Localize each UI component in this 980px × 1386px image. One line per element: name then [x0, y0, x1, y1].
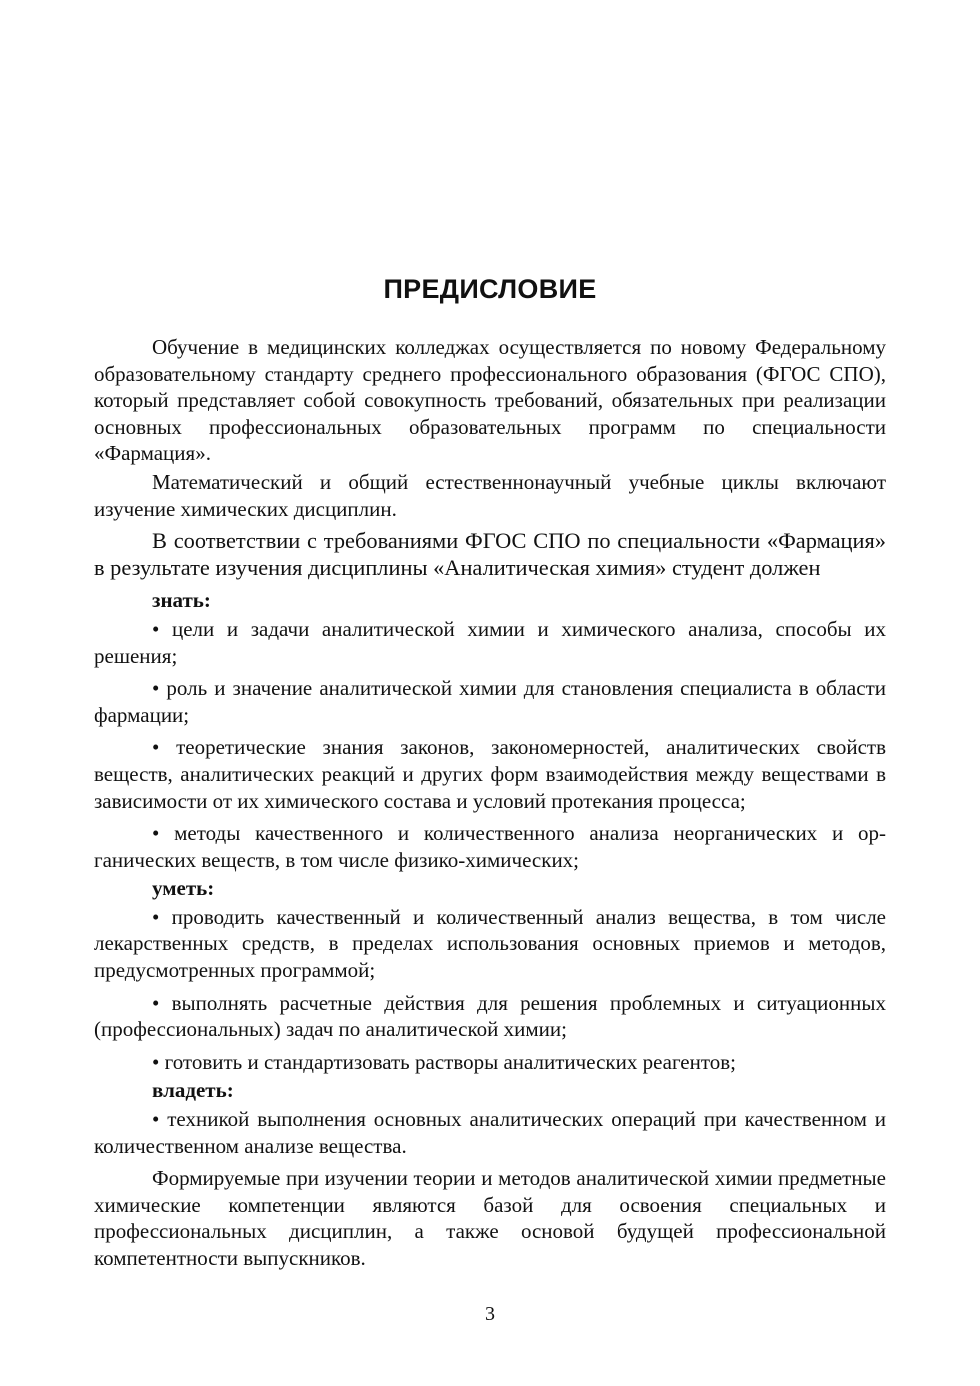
list-item: • проводить качественный и количественный анализ вещества, в том числе лекарственных средств, в пределах использования основных приемов и методов, предусмотренных программой; — [94, 904, 886, 983]
page-number: 3 — [485, 1303, 495, 1325]
list-item: • цели и задачи аналитической химии и химического анализа, способы их решения; — [94, 616, 886, 668]
preface-body — [94, 334, 886, 1272]
paragraph-cycles: Математический и общий естественнонаучный учебные циклы включают изучение химических дисциплин. — [94, 469, 886, 521]
list-item: • выполнять расчетные действия для решения проблемных и ситуационных (профессиональных) задач по аналитической химии; — [94, 990, 886, 1042]
section-heading-can: уметь: — [152, 876, 215, 901]
paragraph-conclusion: Формируемые при изучении теории и методов аналитической химии предметные химические компетенции являются базой для освоения специальных и профессиональных дисциплин, а также основой будущей профессиональной компетентности выпускников. — [94, 1166, 886, 1270]
list-item: • методы качественного и количественного анализа неорганических и органических веществ, в том числе физико-химических; — [94, 821, 886, 872]
paragraph-intro: Обучение в медицинских колледжах осуществляется по новому Федеральному образовательному стандарту среднего профессионального образования (ФГОС СПО), который представляет собой совокупность требований, обязательных при реализации основных профессиональных образовательных программ по специальности «Фармация». — [94, 335, 886, 466]
list-item: • техникой выполнения основных аналитических операций при качественном и количественном анализе вещества. — [94, 1107, 886, 1158]
list-item: • теоретические знания законов, закономерностей, аналитических свойств веществ, аналитических реакций и других форм взаимодействия между веществами в зависимости от их химического состава и условий протекания процесса; — [94, 735, 886, 813]
page-title: ПРЕДИСЛОВИЕ — [383, 274, 597, 304]
list-item: • готовить и стандартизовать растворы аналитических реагентов; — [152, 1049, 737, 1074]
list-item: • роль и значение аналитической химии для становления специалиста в области фармации; — [94, 676, 886, 727]
paragraph-requirements: В соответствии с требованиями ФГОС СПО по специальности «Фармация» в результате изучения дисциплины «Аналитическая химия» студент должен — [94, 528, 886, 580]
section-heading-master: владеть: — [152, 1078, 234, 1103]
section-heading-know: знать: — [152, 588, 211, 613]
